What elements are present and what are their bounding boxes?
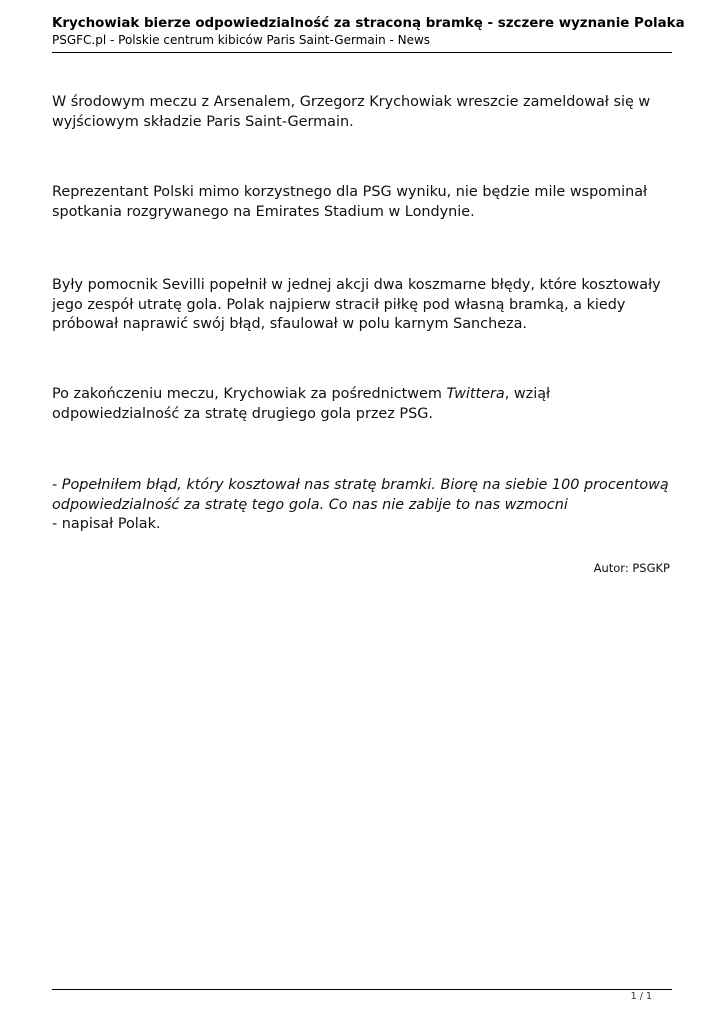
page-number: 1 / 1 — [630, 991, 652, 1002]
document-header — [52, 15, 685, 49]
article-title: Krychowiak bierze odpowiedzialność za straconą bramkę - szczere wyznanie Polaka — [52, 16, 685, 31]
quote-attribution: - napisał Polak. — [52, 516, 161, 532]
site-subtitle: PSGFC.pl - Polskie centrum kibiców Paris Saint-Germain - News — [52, 33, 431, 47]
footer-divider — [52, 989, 672, 990]
paragraph-4-text-start: Po zakończeniu meczu, Krychowiak za pośrednictwem — [52, 386, 447, 402]
paragraph-4-italic-twitter: Twittera — [446, 386, 505, 402]
article-quote-paragraph — [52, 476, 677, 535]
paragraph-4-text-end: , wziął odpowiedzialność za stratę drugiego gola przez PSG. — [52, 386, 551, 422]
article-paragraph-3: Były pomocnik Sevilli popełnił w jednej akcji dwa koszmarne błędy, które kosztowały jego zespół utratę gola. Polak najpierw stracił piłkę pod własną bramką, a kiedy próbował naprawić swój błąd, sfaulował w polu karnym Sancheza. — [52, 277, 661, 332]
article-paragraph-4 — [52, 385, 677, 424]
article-paragraph-1: W środowym meczu z Arsenalem, Grzegorz Krychowiak wreszcie zameldował się w wyjściowym składzie Paris Saint-Germain. — [52, 94, 651, 130]
krychowiak-quote: - Popełniłem błąd, który kosztował nas stratę bramki. Biorę na siebie 100 procentową odpowiedzialność za stratę tego gola. Co nas nie zabije to nas wzmocni — [52, 477, 669, 513]
header-divider — [52, 52, 672, 53]
article-author: Autor: PSGKP — [593, 561, 670, 575]
article-paragraph-2: Reprezentant Polski mimo korzystnego dla PSG wyniku, nie będzie mile wspominał spotkania rozgrywanego na Emirates Stadium w Londynie. — [52, 184, 648, 220]
